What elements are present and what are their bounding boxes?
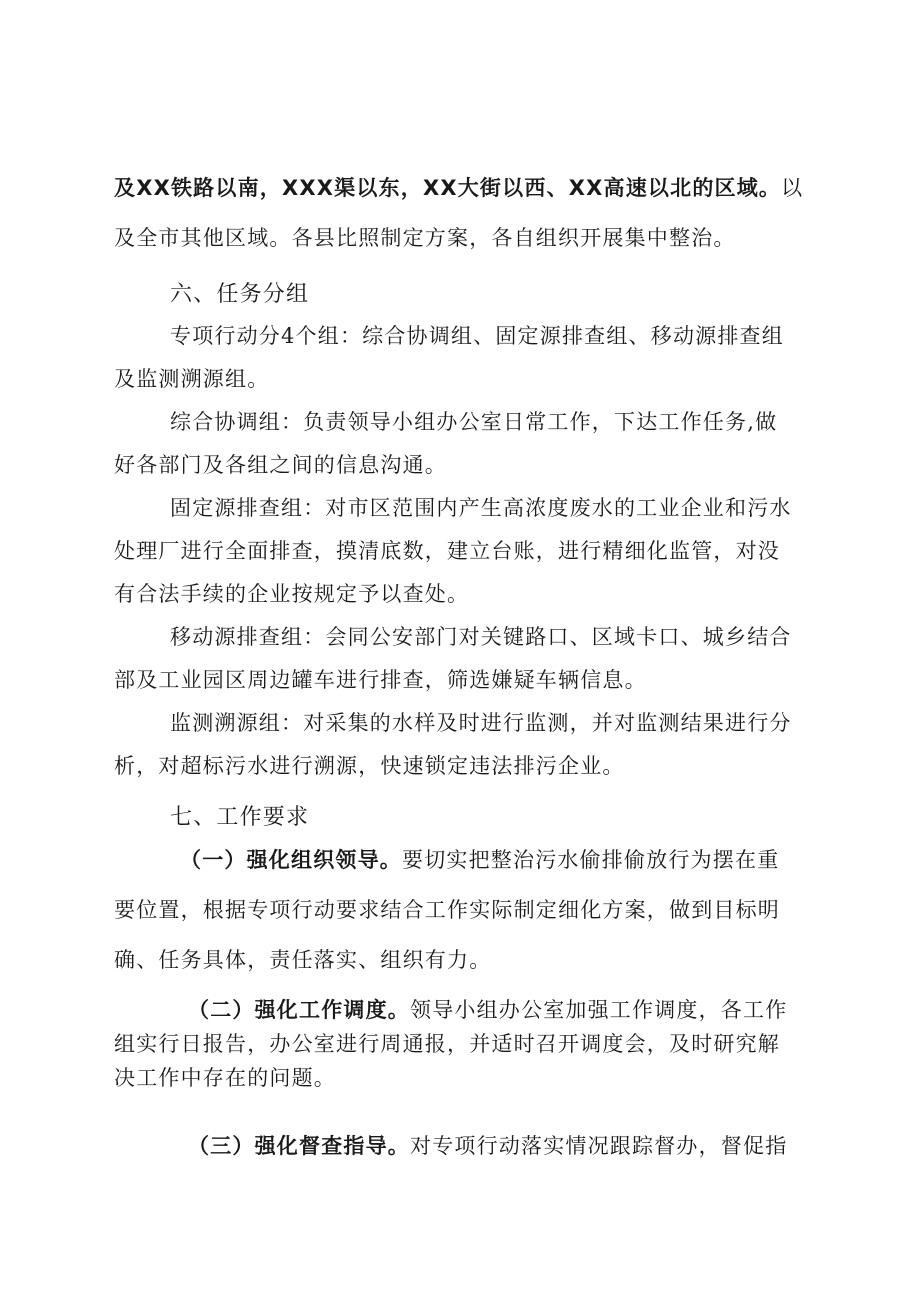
paragraph-line: 确、任务具体，责任落实、组织有力。 <box>114 948 492 972</box>
paragraph-line: 固定源排查组：对市区范围内产生高浓度废水的工业企业和污水 <box>170 496 792 520</box>
item-title: （三）强化督查指导。 <box>188 1134 410 1158</box>
item-title: （一）强化组织领导。 <box>180 848 402 872</box>
intro-line-1 <box>114 172 803 202</box>
paragraph-line: 析，对超标污水进行溯源，快速锁定违法排污企业。 <box>114 754 625 778</box>
item-text: 对专项行动落实情况跟踪督办，督促指 <box>410 1134 788 1158</box>
paragraph-line: 好各部门及各组之间的信息沟通。 <box>114 453 447 477</box>
paragraph-line: 监测溯源组：对采集的水样及时进行监测，并对监测结果进行分 <box>170 711 792 735</box>
item-text: 领导小组办公室加强工作调度，各工作 <box>410 998 788 1022</box>
paragraph-line: 有合法手续的企业按规定予以查处。 <box>114 582 470 606</box>
item-text: 要切实把整治污水偷排偷放行为摆在重 <box>402 848 780 872</box>
section-7-heading: 七、工作要求 <box>170 805 310 830</box>
paragraph-line: 处理厂进行全面排查，摸清底数，建立台账，进行精细化监管，对没 <box>114 539 780 563</box>
intro-region-text: 及XX铁路以南，XXX渠以东，XX大街以西、XX高速以北的区域。 <box>114 176 782 200</box>
item-title: （二）强化工作调度。 <box>188 998 410 1022</box>
paragraph-line: 及监测溯源组。 <box>114 367 270 391</box>
paragraph-line: 移动源排查组：会同公安部门对关键路口、区域卡口、城乡结合 <box>170 625 792 649</box>
paragraph-line: 部及工业园区周边罐车进行排查，筛选嫌疑车辆信息。 <box>114 668 647 692</box>
paragraph-line <box>188 1130 787 1160</box>
paragraph-line: 决工作中存在的问题。 <box>114 1066 336 1090</box>
paragraph-line: 专项行动分4个组：综合协调组、固定源排查组、移动源排查组 <box>170 324 784 348</box>
paragraph-line <box>180 844 779 874</box>
paragraph-line <box>188 994 787 1024</box>
paragraph-line: 综合协调组：负责领导小组办公室日常工作，下达工作任务,做 <box>170 410 778 434</box>
paragraph-line: 组实行日报告，办公室进行周通报，并适时召开调度会，及时研究解 <box>114 1032 780 1056</box>
intro-line-1-tail: 以 <box>781 176 804 200</box>
section-6-heading: 六、任务分组 <box>170 282 310 307</box>
paragraph-line: 要位置，根据专项行动要求结合工作实际制定细化方案，做到目标明 <box>114 898 780 922</box>
intro-line-2: 及全市其他区域。各县比照制定方案，各自组织开展集中整治。 <box>114 226 736 250</box>
